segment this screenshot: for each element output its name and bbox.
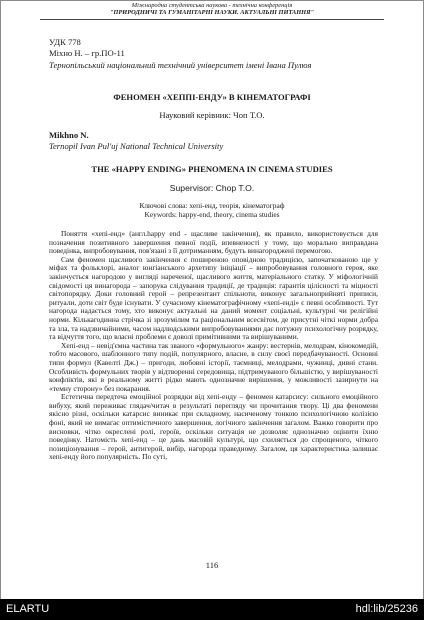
title-en: THE «HAPPY ENDING» PHENOMENA IN CINEMA STUDIES [91,164,333,174]
paragraph: Естетична передтеча емоційної розрядки від хепі-енду – феномен катарсису: сильного емоційного вибуху, який переживає глядач/читач в результаті перегляду чи прочитання твору. Ці два феномени якісно різні, оскільки катарсис виникає при складному, насиченому тонкою психологічною колізією фоні, який не вимагає оптимістичного завершення, логічного закінчення загалом. Важко говорити про висновки, чітко окреслені ролі, героїв, оскільки ситуація не дозволяє однозначно оцінити їхню поведінку. Натомість хепі-енд – це дань масовій культурі, що схиляється до спрощеного, чіткого позиціонування – герой, антигерой, вибір, нагорода праведному. Загалом, ця характеристика залишає хепі-енду його популярність. По суті, [49,392,378,462]
conference-line-1: Міжнародна студентська наукова - технічна конференція [131,2,293,9]
article-body [49,230,378,462]
affiliation-en: Ternopil Ivan Pul'uj National Technical University [49,141,224,151]
title-ua: ФЕНОМЕН «ХЕППІ-ЕНДУ» В КІНЕМАТОГРАФІ [113,92,311,102]
keywords-ua: Ключові слова: хепі-енд, теорія, кінематограф [139,201,285,210]
viewer-footer-bar [0,599,424,620]
conference-line-2: "ПРИРОДНИЧІ ТА ГУМАНІТАРНІ НАУКИ. АКТУАЛЬНІ ПИТАННЯ" [109,9,315,17]
author-ua: Міхно Н. – гр.ПО-11 [49,48,125,58]
supervisor-en: Supervisor: Chop T.O. [169,183,255,193]
udc-code: УДК 778 [49,37,81,47]
paragraph: Сам феномен щасливого закінчення є поширеною оповідною традицією, започаткованою ще у міфах та фольклорі, аналог юнгіанського архетипу ініціації – випробовування головного героя, яке закінчується нагородою у вигляді нареченої, щасливого життя, матеріального статку. У міфологічній свідомості ця винагорода – запорука слідування традиції, де традиція: гарантія цілісності та міцності світопорядку. Доки головний герой – репрезентант спільноти, виконує загальноприйняті приписи, ритуали, доти світ буде існувати. У сучасному кінематографічному «хепі-енді» є певні особливості. Тут нагорода надається тому, хто виконує актуальні на даний момент соціальні, культурні чи релігійні норми. Кількагодинна стрічка зі зрозумілим та раціональним всесвітом, де присутні чіткі норми добра та зла, та надзвичайними, часом надлюдськими випробовуваннями дає потужну психологічну розрядку, та відчуття того, що власні проблеми є доволі примітивними та вирішуваними. [49,254,378,342]
affiliation-ua: Тернопільський національний технічний університет імені Івана Пулюя [49,60,312,70]
keywords-en: Keywords: happy-end, theory, cinema studies [144,210,280,219]
header-rule [40,19,384,20]
handle-id: hdl:lib/25236 [355,603,418,615]
paragraph: Хепі-енд – невід'ємна частина так званого «формульного» жанру: вестернів, мелодрам, кінокомедій, тобто масового, шаблонного типу подій, популярного, власне, в силу своєї передбачуваності. Основні типи формул (Кавелті Дж.) – пригоди, любовні історії, таємниці, мелодрами, чужинці, дивні стани. Особливість формульних творів у відтворенні середовища, підтримуваного більшістю, у вирішуваності конфліктів, які в реальному житті рідко мають однозначне вирішення, у можливості зазирнути на «темну сторону» без покарання. [49,340,378,393]
repository-name: ELARTU [6,603,50,615]
supervisor-ua: Науковий керівник: Чоп Т.О. [159,110,265,120]
conference-header [0,2,424,17]
paragraph: Поняття «хепі-енд» (англ.happy end - щасливе закінчення), як правило, використовується для позначення позитивного завершення певної події, впевненості у тому, що морально виправдана поведінка, випробовування, пов'язані з її дотриманням, будуть винагороджені перемогою. [49,229,378,256]
author-en: Mikhno N. [49,130,89,140]
page-number: 116 [205,560,219,570]
